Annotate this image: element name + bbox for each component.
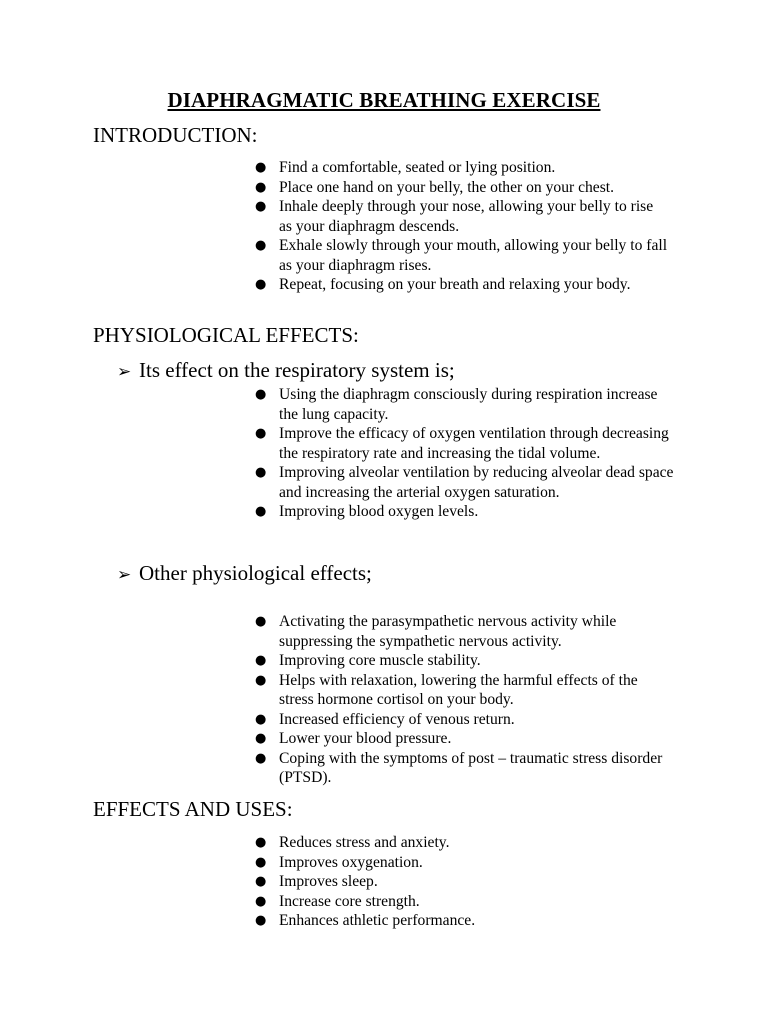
bullet-icon: ●	[255, 750, 267, 766]
list-item-text: Improves oxygenation.	[279, 853, 423, 871]
list-item	[0, 275, 674, 295]
list-item-text: Improving core muscle stability.	[279, 652, 481, 669]
bullet-icon: ●	[255, 426, 267, 441]
list-item-text: Activating the parasympathetic nervous activity while suppressing the sympathetic nervous activity.	[279, 613, 617, 650]
list-item-text: Increase core strength.	[279, 892, 420, 910]
list-item-text: Reduces stress and anxiety.	[279, 834, 450, 851]
list-item-text: Place one hand on your belly, the other on your chest.	[279, 178, 615, 196]
bullet-icon: ●	[255, 277, 267, 292]
list-item-text: Improves sleep.	[279, 873, 378, 890]
bullet-icon: ●	[255, 672, 267, 688]
bullet-icon: ●	[255, 238, 267, 253]
respiratory-subheading-text: Its effect on the respiratory system is;	[139, 358, 455, 382]
document-title: DIAPHRAGMATIC BREATHING EXERCISE	[167, 88, 601, 112]
list-item	[0, 833, 674, 853]
bullet-icon: ●	[255, 835, 267, 850]
bullet-icon: ●	[255, 199, 267, 214]
arrow-bullet-icon: ➢	[117, 362, 132, 382]
respiratory-subheading	[117, 358, 455, 383]
list-item-text: Helps with relaxation, lowering the harmful effects of the stress hormone cortisol on your body.	[279, 671, 638, 708]
bullet-icon: ●	[255, 465, 267, 480]
list-item-text: Using the diaphragm consciously during respiration increase the lung capacity.	[279, 386, 658, 423]
bullet-icon: ●	[255, 874, 267, 889]
list-item	[0, 892, 674, 912]
list-item	[0, 197, 674, 236]
other-effects-subheading-text: Other physiological effects;	[139, 561, 372, 585]
effects-and-uses-list	[0, 833, 768, 931]
list-item	[0, 385, 674, 424]
arrow-bullet-icon: ➢	[117, 565, 132, 585]
list-item	[0, 236, 674, 275]
bullet-icon: ●	[255, 653, 267, 668]
list-item	[0, 651, 674, 671]
bullet-icon: ●	[255, 504, 267, 519]
physiological-effects-heading: PHYSIOLOGICAL EFFECTS:	[93, 323, 359, 347]
list-item	[0, 178, 674, 198]
list-item-text: Inhale deeply through your nose, allowing your belly to rise as your diaphragm descends.	[279, 198, 665, 235]
list-item	[0, 872, 674, 892]
list-item-text: Find a comfortable, seated or lying position.	[279, 159, 556, 176]
list-item-text: Improving alveolar ventilation by reducing alveolar dead space and increasing the arterial oxygen saturation.	[279, 464, 674, 501]
list-item-text: Enhances athletic performance.	[279, 912, 476, 929]
list-item-text: Improve the efficacy of oxygen ventilation through decreasing the respiratory rate and increasing the tidal volume.	[279, 425, 669, 462]
other-effects-subheading	[117, 561, 372, 586]
respiratory-effects-list	[0, 385, 768, 522]
introduction-heading: INTRODUCTION:	[93, 123, 258, 147]
list-item	[0, 158, 674, 178]
effects-and-uses-heading: EFFECTS AND USES:	[93, 797, 293, 821]
list-item	[0, 710, 674, 730]
other-effects-list	[0, 612, 768, 788]
bullet-icon: ●	[255, 179, 267, 195]
bullet-icon: ●	[255, 160, 267, 175]
bullet-icon: ●	[255, 711, 267, 727]
list-item	[0, 502, 674, 522]
list-item	[0, 749, 674, 788]
list-item	[0, 729, 674, 749]
list-item-text: Increased efficiency of venous return.	[279, 710, 515, 728]
list-item-text: Repeat, focusing on your breath and relaxing your body.	[279, 276, 631, 293]
list-item-text: Improving blood oxygen levels.	[279, 503, 479, 520]
list-item-text: Lower your blood pressure.	[279, 730, 452, 747]
list-item	[0, 612, 674, 651]
list-item	[0, 463, 674, 502]
list-item	[0, 671, 674, 710]
list-item-text: Coping with the symptoms of post – traumatic stress disorder (PTSD).	[279, 749, 663, 786]
bullet-icon: ●	[255, 913, 267, 928]
bullet-icon: ●	[255, 731, 267, 746]
list-item	[0, 424, 674, 463]
bullet-icon: ●	[255, 893, 267, 909]
list-item	[0, 911, 674, 931]
bullet-icon: ●	[255, 614, 267, 629]
list-item-text: Exhale slowly through your mouth, allowing your belly to fall as your diaphragm rises.	[279, 237, 668, 274]
list-item	[0, 853, 674, 873]
bullet-icon: ●	[255, 854, 267, 870]
bullet-icon: ●	[255, 387, 267, 402]
introduction-list	[0, 158, 768, 295]
